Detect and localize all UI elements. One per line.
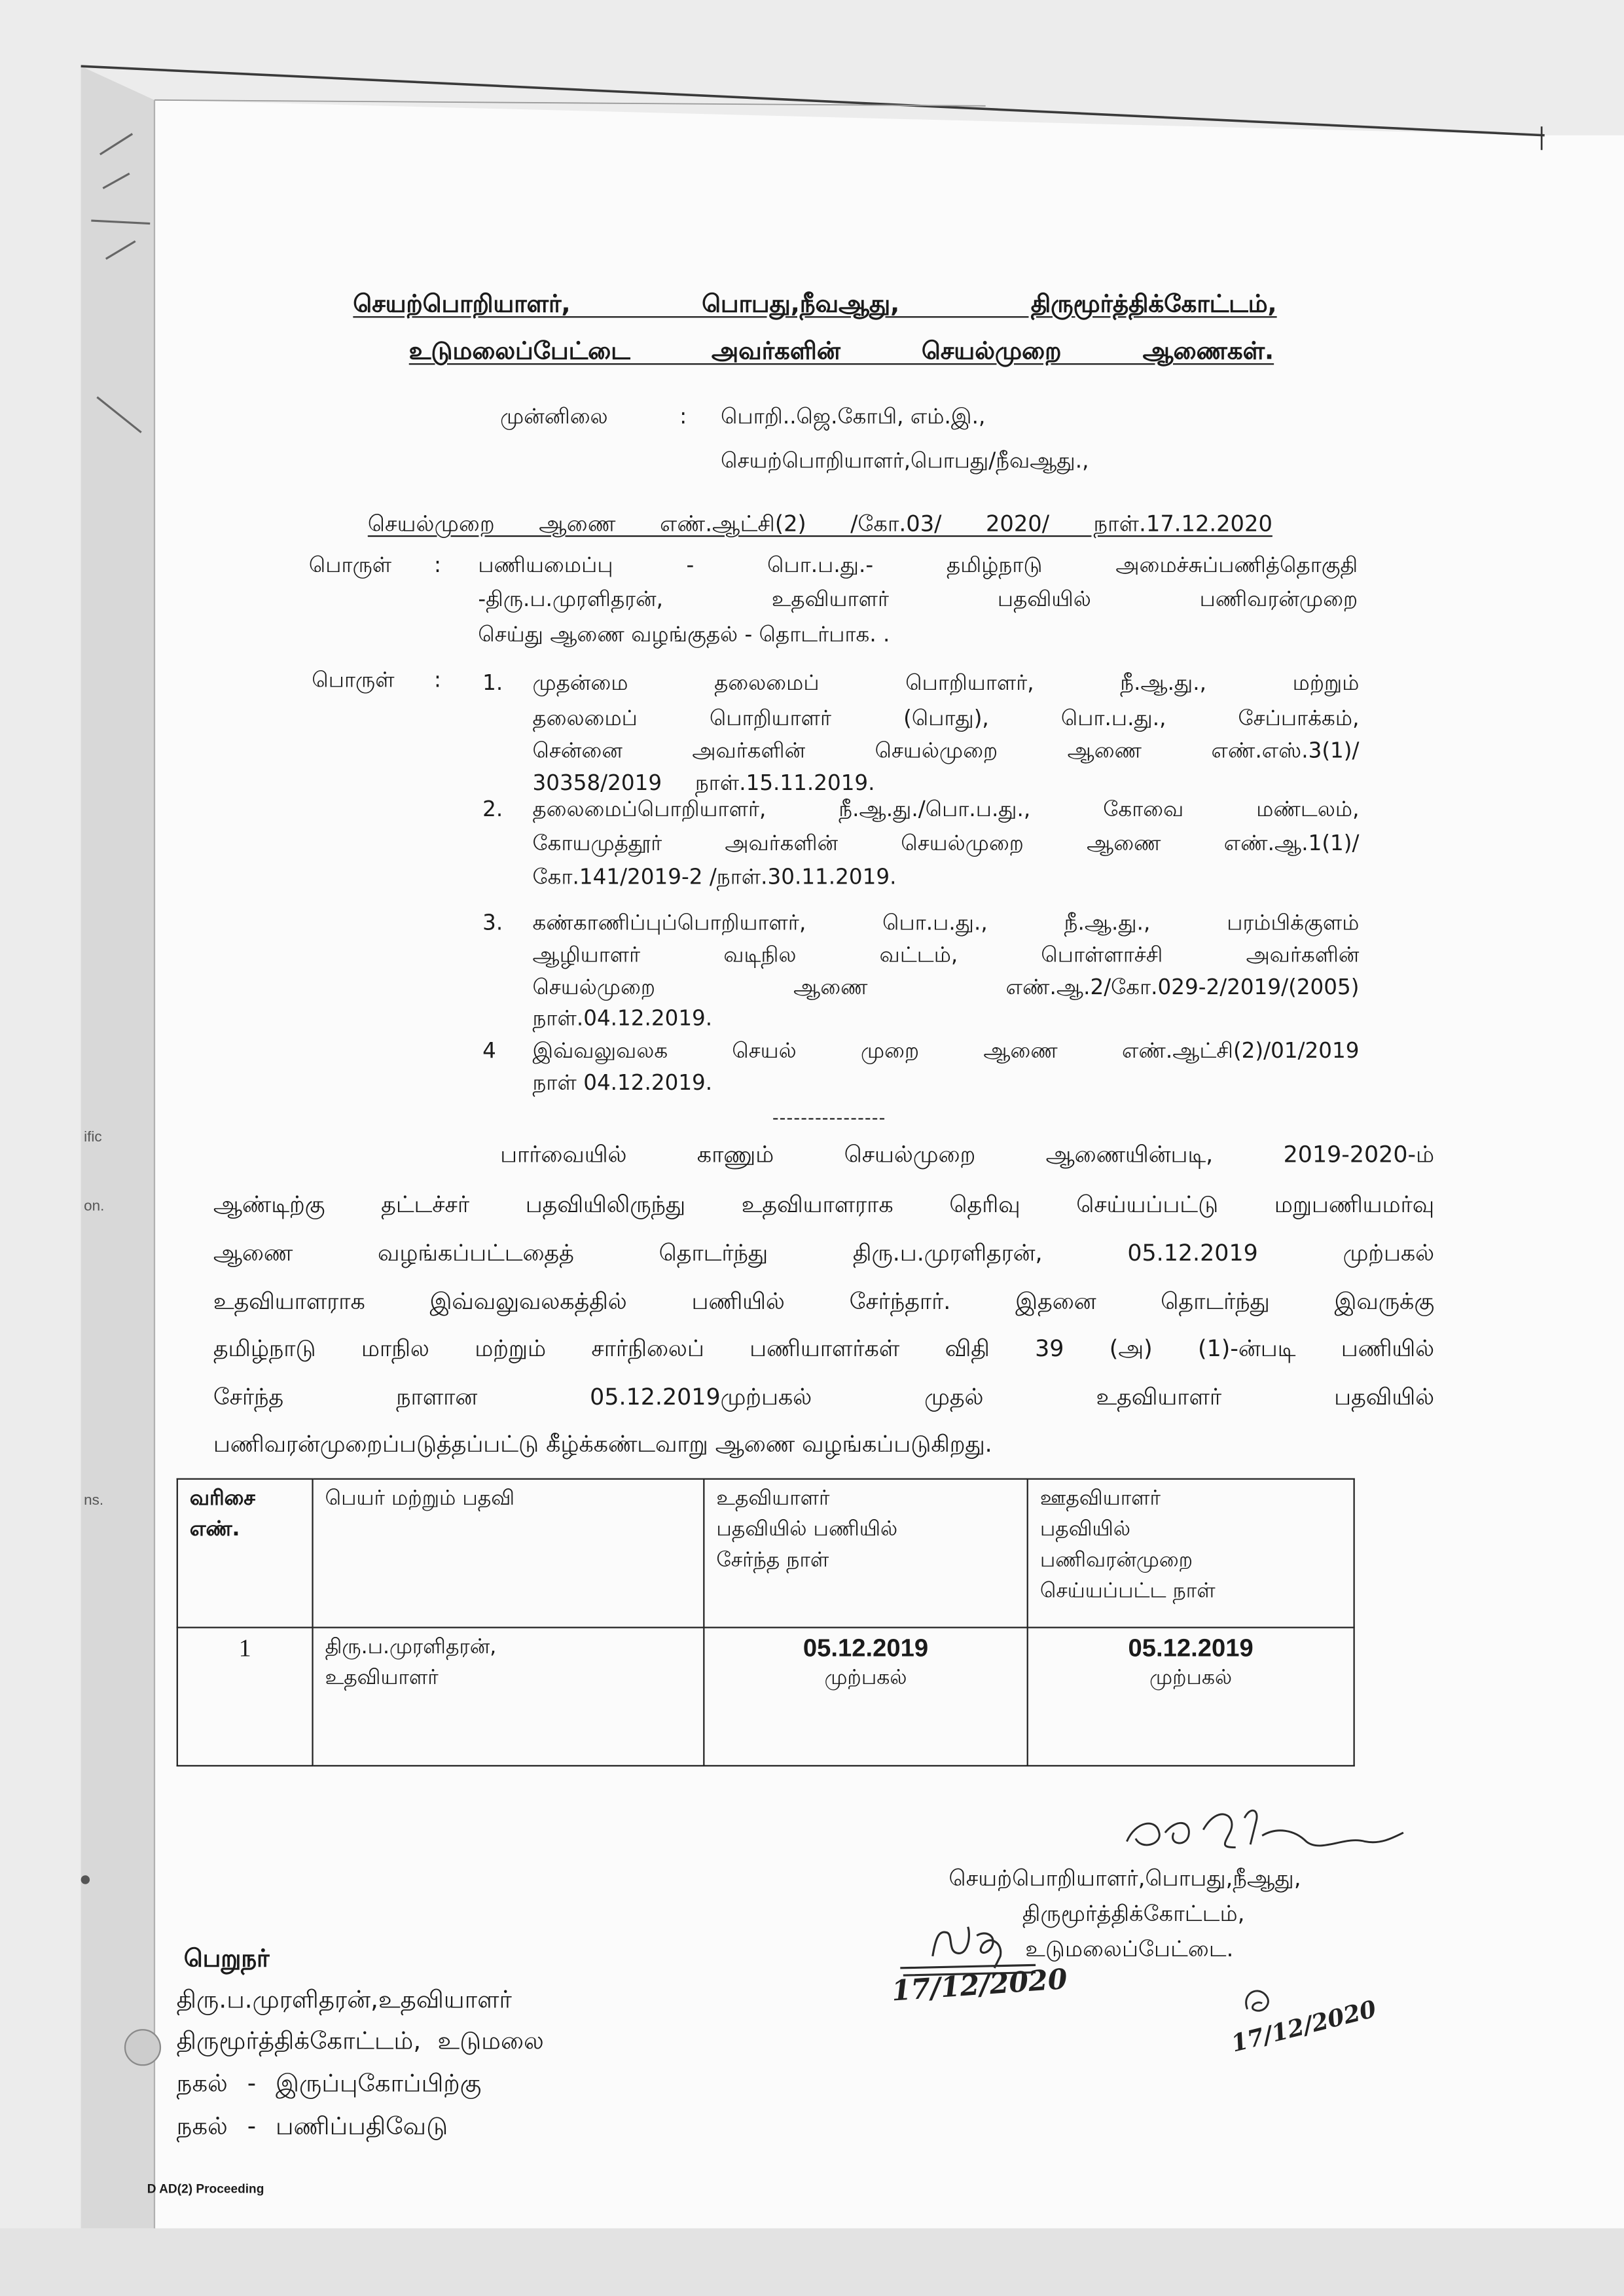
- body-line: ஆணை வழங்கப்பட்டதைத் தொடர்ந்து திரு.ப.முரளிதரன், 05.12.2019 முற்பகல்: [213, 1240, 1435, 1266]
- recipient-label: பெறுநர்: [183, 1944, 270, 1973]
- joined-session: முற்பகல்: [824, 1666, 907, 1691]
- reference-line: கோ.141/2019-2 /நாள்.30.11.2019.: [532, 866, 897, 890]
- header-text: செய்யப்பட்ட நாள்: [1039, 1579, 1216, 1604]
- copy-destination: இருப்புகோப்பிற்கு: [275, 2069, 482, 2098]
- header-text: சேர்ந்த நாள்: [716, 1549, 829, 1573]
- header-text: பதவியில் பணியில்: [716, 1518, 898, 1542]
- subject-label: பொருள்: [308, 554, 392, 579]
- employee-designation: உதவியாளர்: [325, 1666, 439, 1691]
- body-line: பணிவரன்முறைப்படுத்தப்பட்டு கீழ்க்கண்டவாறு ஆணை வழங்கப்படுகிறது.: [213, 1431, 992, 1458]
- reference-number: 2.: [482, 798, 503, 823]
- signatory-office: திருமூர்த்திக்கோட்டம்,: [1022, 1900, 1245, 1927]
- reference-line: நாள்.04.12.2019.: [532, 1007, 713, 1031]
- header-joined-date: [704, 1479, 1027, 1628]
- references-label: பொருள்: [312, 669, 395, 693]
- header-text: பெயர் மற்றும் பதவி: [325, 1487, 515, 1511]
- body-line: ஆண்டிற்கு தட்டச்சர் பதவியிலிருந்து உதவியாளராக தெரிவு செய்யப்பட்டு மறுபணியமர்வு: [213, 1191, 1435, 1218]
- regularised-date: 05.12.2019: [1128, 1634, 1254, 1662]
- cell-name: [313, 1628, 704, 1766]
- header-text: ஊதவியாளர்: [1039, 1487, 1161, 1511]
- reference-number: 4: [482, 1039, 496, 1064]
- copy-destination: பணிப்பதிவேடு: [275, 2112, 448, 2140]
- header-text: உதவியாளர்: [716, 1487, 830, 1511]
- presiding-name: பொறி..ஜெ.கோபி, எம்.இ.,: [721, 406, 986, 430]
- reference-number: 3.: [482, 912, 503, 936]
- regularised-session: முற்பகல்: [1149, 1666, 1233, 1691]
- body-line: உதவியாளராக இவ்வலுவலகத்தில் பணியில் சேர்ந்தார். இதனை தொடர்ந்து இவருக்கு: [213, 1288, 1435, 1316]
- copy-dash: -: [247, 2112, 257, 2140]
- header-name: [313, 1479, 704, 1628]
- order-number: செயல்முறை ஆணை எண்.ஆட்சி(2) /கோ.03/ 2020/ நாள்.17.12.2020: [367, 510, 1272, 537]
- header-text: பதவியில்: [1039, 1518, 1130, 1542]
- reference-line: சென்னை அவர்களின் செயல்முறை ஆணை எண்.எஸ்.3(1)/: [532, 740, 1360, 764]
- recipient-line: திருமூர்த்திக்கோட்டம், உடுமலை: [176, 2026, 544, 2055]
- handwritten-date-left: 17/12/2020: [890, 1963, 1069, 2008]
- margin-fragment: on.: [84, 1198, 105, 1215]
- reference-line: தலைமைப் பொறியாளர் (பொது), பொ.ப.து., சேப்பாக்கம்,: [532, 707, 1360, 731]
- underlying-page-strip: [81, 66, 154, 2229]
- reference-line: நாள் 04.12.2019.: [532, 1072, 713, 1096]
- copy-label: நகல்: [176, 2112, 228, 2140]
- reference-line: கோயமுத்தூர் அவர்களின் செயல்முறை ஆணை எண்.ஆ.1(1)/: [532, 832, 1360, 856]
- punch-hole: [125, 2030, 160, 2065]
- presiding-label: முன்னிலை: [500, 406, 608, 430]
- reference-line: முதன்மை தலைமைப் பொறியாளர், நீ.ஆ.து., மற்றும்: [532, 672, 1360, 696]
- cell-serial: 1: [177, 1628, 313, 1766]
- body-line: பார்வையில் காணும் செயல்முறை ஆணையின்படி, 2019-2020-ம்: [500, 1141, 1435, 1168]
- joined-date: 05.12.2019: [803, 1634, 929, 1662]
- document-title-line-1: செயற்பொறியாளர், பொபது,நீவஆது, திருமூர்த்திக்கோட்டம்,: [353, 289, 1277, 318]
- signatory-place: உடுமலைப்பேட்டை.: [1025, 1935, 1234, 1962]
- body-line: தமிழ்நாடு மாநில மற்றும் சார்நிலைப் பணியாளர்கள் விதி 39 (அ) (1)-ன்படி பணியில்: [213, 1335, 1435, 1362]
- header-regularised-date: [1028, 1479, 1354, 1628]
- footer-reference: D AD(2) Proceeding: [147, 2181, 264, 2197]
- body-line: சேர்ந்த நாளான 05.12.2019முற்பகல் முதல் உதவியாளர் பதவியில்: [213, 1384, 1435, 1411]
- margin-fragment: ns.: [84, 1492, 104, 1509]
- reference-line: கண்காணிப்புப்பொறியாளர், பொ.ப.து., நீ.ஆ.து., பரம்பிக்குளம்: [532, 912, 1360, 936]
- header-text: எண்.: [189, 1518, 240, 1542]
- table-row: [177, 1628, 1354, 1766]
- separator-dashes: ----------------: [772, 1107, 886, 1128]
- copy-dash: -: [247, 2069, 257, 2098]
- margin-fragment: ific: [84, 1129, 102, 1146]
- reference-line: தலைமைப்பொறியாளர், நீ.ஆ.து./பொ.ப.து., கோவை மண்டலம்,: [532, 798, 1360, 823]
- copy-to-item: [177, 2112, 448, 2142]
- copy-label: நகல்: [176, 2069, 228, 2098]
- employee-name: திரு.ப.முரளிதரன்,: [325, 1635, 497, 1659]
- header-text: பணிவரன்முறை: [1039, 1549, 1193, 1573]
- bottom-margin-shadow: [0, 2229, 1624, 2296]
- header-text: வரிசை: [189, 1487, 255, 1511]
- subject-colon: :: [433, 554, 441, 579]
- reference-line: செயல்முறை ஆணை எண்.ஆ.2/கோ.029-2/2019/(2005): [532, 977, 1360, 1001]
- handwritten-date-right: 17/12/2020: [1228, 1994, 1379, 2058]
- subject-line: செய்து ஆணை வழங்குதல் - தொடர்பாக. .: [478, 623, 890, 647]
- table-header-row: [177, 1479, 1354, 1628]
- presiding-designation: செயற்பொறியாளர்,பொபது/நீவஆது.,: [721, 450, 1089, 474]
- regularisation-table: [177, 1479, 1355, 1767]
- subject-line: -திரு.ப.முரளிதரன், உதவியாளர் பதவியில் பணிவரன்முறை: [478, 588, 1358, 612]
- presiding-colon: :: [679, 406, 687, 430]
- header-serial: [177, 1479, 313, 1628]
- cell-regularised-date: [1028, 1628, 1354, 1766]
- subject-line: பணியமைப்பு - பொ.ப.து.- தமிழ்நாடு அமைச்சுப்பணித்தொகுதி: [478, 554, 1358, 579]
- cell-joined-date: [704, 1628, 1027, 1766]
- copy-to-item: [177, 2070, 482, 2099]
- margin-dot: [81, 1875, 90, 1884]
- reference-line: ஆழியாளர் வடிநில வட்டம், பொள்ளாச்சி அவர்களின்: [532, 944, 1360, 968]
- references-colon: :: [433, 669, 441, 693]
- document-title-line-2: உடுமலைப்பேட்டை அவர்களின் செயல்முறை ஆணைகள்.: [408, 336, 1274, 365]
- reference-number: 1.: [482, 672, 503, 696]
- recipient-line: திரு.ப.முரளிதரன்,உதவியாளர்: [176, 1985, 512, 2014]
- reference-line: 30358/2019 நாள்.15.11.2019.: [532, 772, 875, 796]
- reference-line: இவ்வலுவலக செயல் முறை ஆணை எண்.ஆட்சி(2)/01/2019: [532, 1039, 1360, 1064]
- signatory-designation: செயற்பொறியாளர்,பொபது,நீஆது,: [948, 1865, 1301, 1892]
